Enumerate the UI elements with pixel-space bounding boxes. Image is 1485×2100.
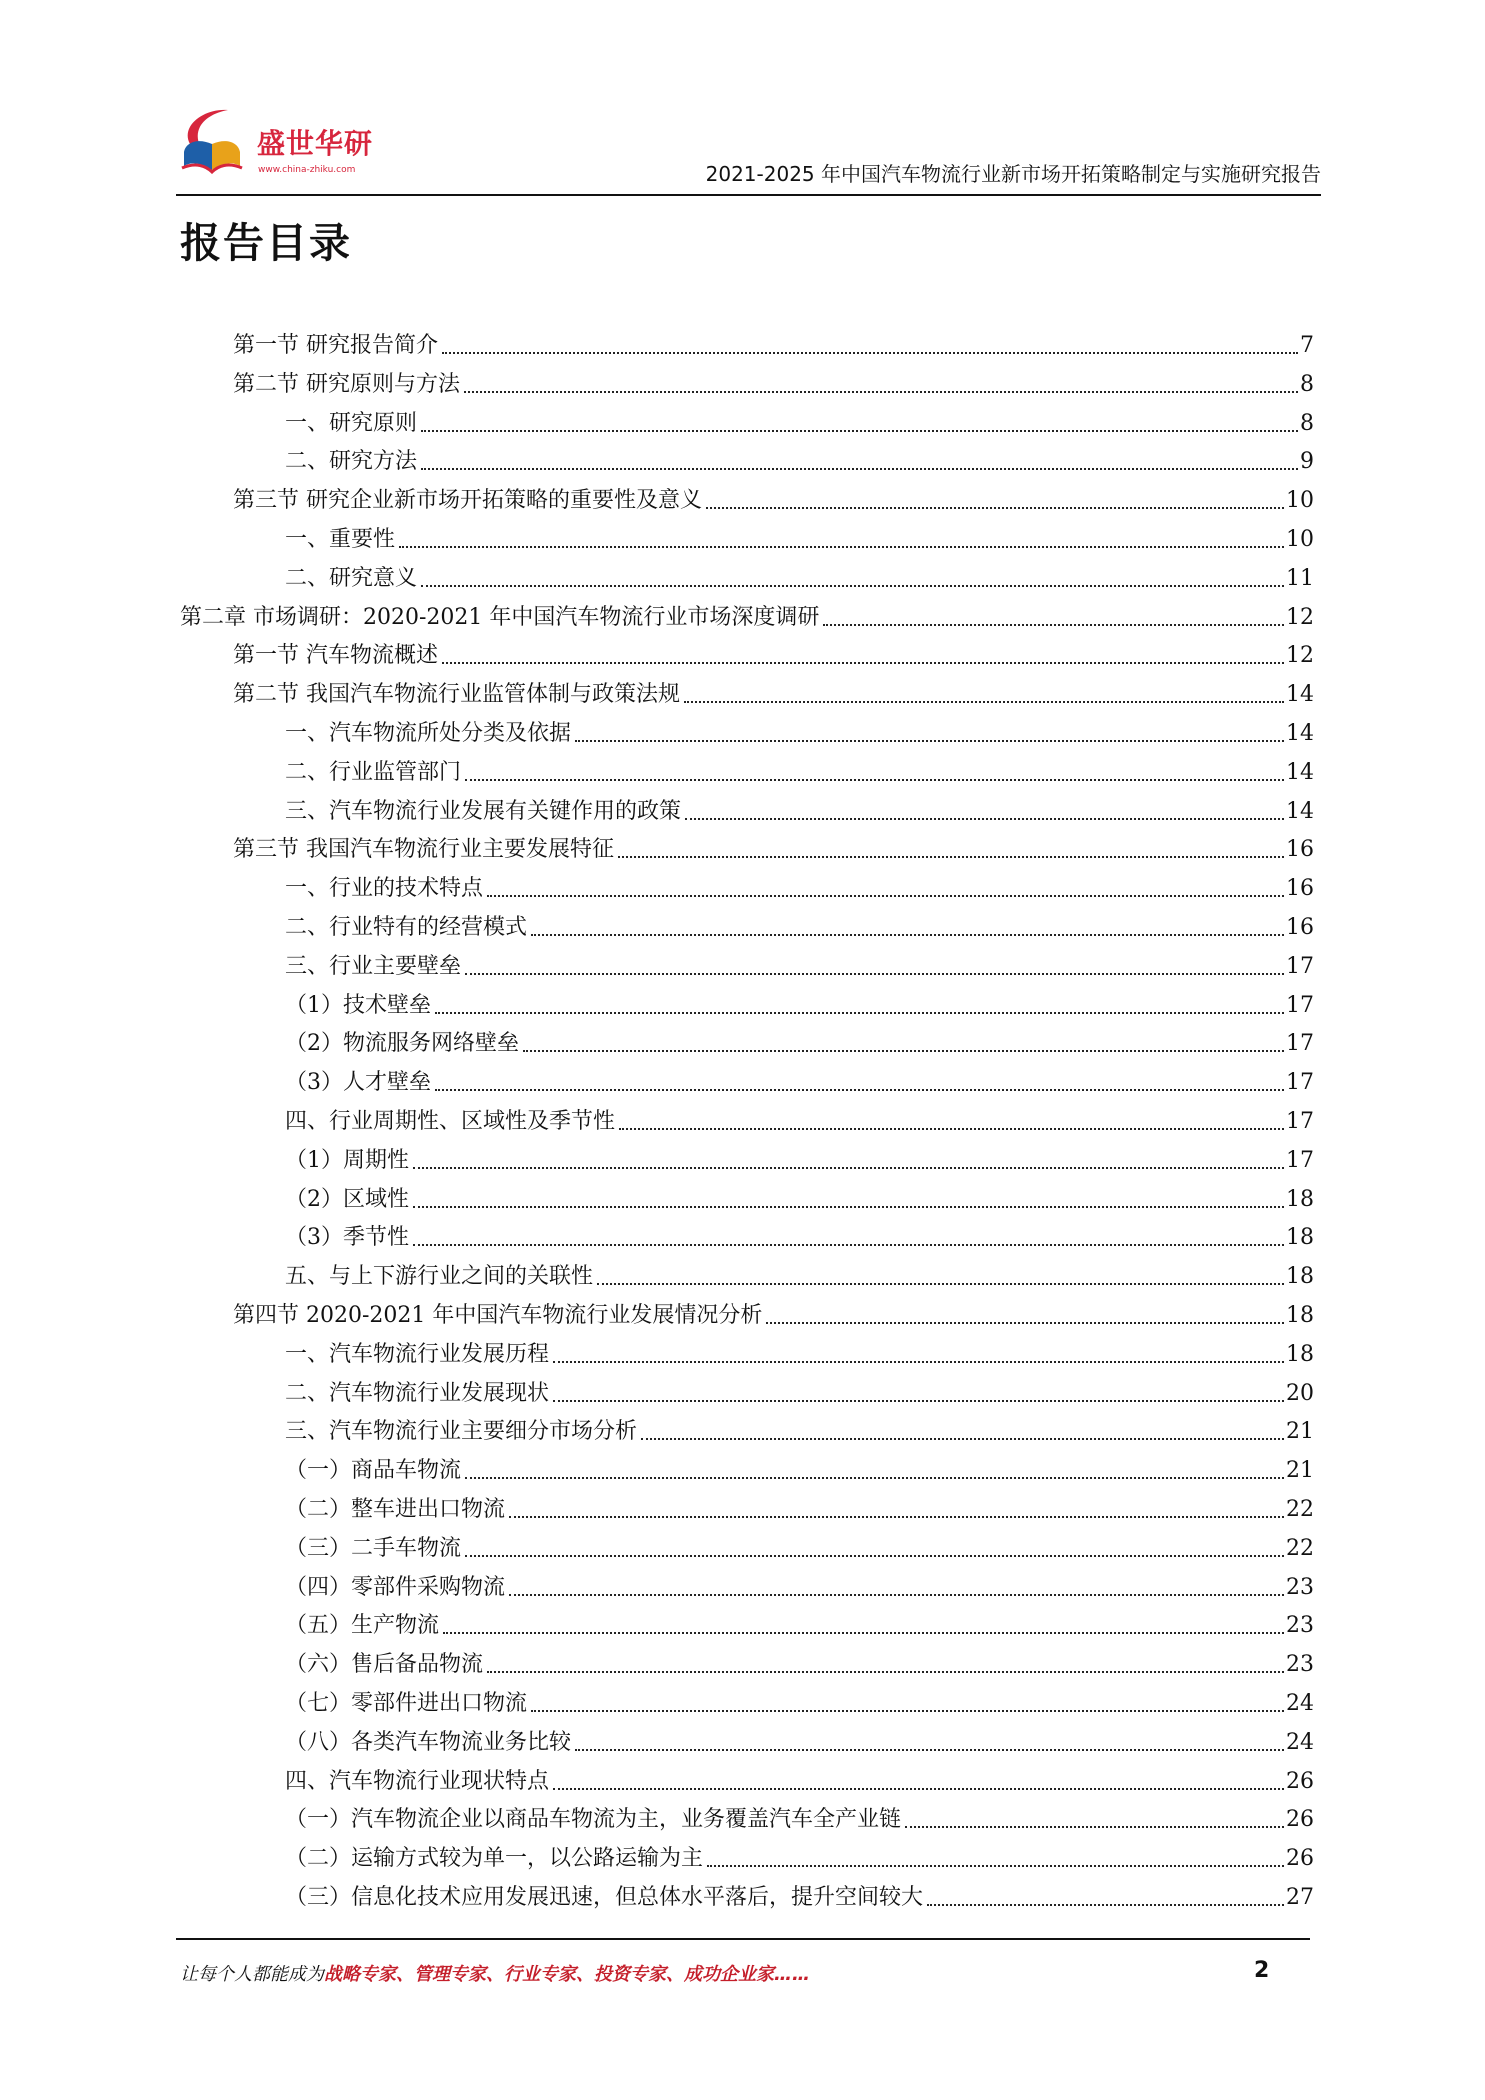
toc-leader-dots bbox=[707, 1864, 1284, 1867]
toc-entry-page: 26 bbox=[1286, 1807, 1314, 1833]
toc-entry-page: 17 bbox=[1286, 1031, 1314, 1057]
toc-entry-page: 8 bbox=[1300, 371, 1314, 397]
toc-entry-page: 22 bbox=[1286, 1535, 1314, 1561]
footer-divider bbox=[176, 1938, 1310, 1940]
toc-entry-title: 二、汽车物流行业发展现状 bbox=[285, 1380, 550, 1406]
toc-entry-page: 18 bbox=[1286, 1225, 1314, 1251]
toc-entry[interactable] bbox=[285, 1799, 1314, 1835]
toc-entry[interactable] bbox=[285, 1373, 1314, 1409]
toc-entry[interactable] bbox=[285, 1722, 1314, 1758]
toc-entry-title: 第二章 市场调研：2020-2021 年中国汽车物流行业市场深度调研 bbox=[180, 604, 820, 630]
toc-leader-dots bbox=[465, 1554, 1284, 1557]
brand-url: www.china-zhiku.com bbox=[258, 165, 356, 175]
toc-entry-page: 17 bbox=[1286, 1147, 1314, 1173]
toc-entry[interactable] bbox=[285, 1140, 1314, 1176]
toc-entry-title: （2）物流服务网络壁垒 bbox=[285, 1031, 519, 1057]
toc-entry[interactable] bbox=[285, 1217, 1314, 1253]
toc-entry-title: （四）零部件采购物流 bbox=[285, 1574, 506, 1600]
toc-leader-dots bbox=[442, 351, 1298, 354]
toc-entry[interactable] bbox=[285, 868, 1314, 904]
toc-leader-dots bbox=[553, 1360, 1284, 1363]
toc-entry[interactable] bbox=[233, 829, 1314, 865]
toc-entry-page: 22 bbox=[1286, 1497, 1314, 1522]
toc-leader-dots bbox=[487, 1670, 1284, 1673]
toc-entry[interactable] bbox=[285, 1528, 1314, 1564]
toc-leader-dots bbox=[435, 1088, 1284, 1091]
report-title: 2021-2025 年中国汽车物流行业新市场开拓策略制定与实施研究报告 bbox=[705, 162, 1321, 186]
toc-leader-dots bbox=[421, 429, 1298, 432]
toc-entry[interactable] bbox=[285, 1489, 1314, 1525]
toc-entry[interactable] bbox=[285, 441, 1314, 477]
toc-entry-title: 一、研究原则 bbox=[285, 410, 418, 436]
toc-entry[interactable] bbox=[285, 1062, 1314, 1098]
toc-leader-dots bbox=[465, 972, 1284, 975]
toc-leader-dots bbox=[531, 1709, 1284, 1712]
toc-entry-title: （二）整车进出口物流 bbox=[285, 1497, 506, 1522]
toc-entry-title: （2）区域性 bbox=[285, 1186, 409, 1212]
toc-entry-page: 12 bbox=[1286, 643, 1314, 669]
toc-entry-title: （3）季节性 bbox=[285, 1225, 409, 1251]
toc-entry-title: 二、研究意义 bbox=[285, 565, 418, 591]
toc-entry[interactable] bbox=[285, 713, 1314, 749]
toc-leader-dots bbox=[597, 1282, 1284, 1285]
toc-leader-dots bbox=[443, 1631, 1284, 1634]
toc-leader-dots bbox=[905, 1825, 1284, 1828]
toc-entry-page: 20 bbox=[1286, 1380, 1314, 1406]
toc-entry-page: 10 bbox=[1286, 488, 1314, 514]
toc-entry[interactable] bbox=[285, 1838, 1314, 1874]
footer-slogan-emphasis: 战略专家、管理专家、行业专家、投资专家、成功企业家…… bbox=[324, 1964, 810, 1985]
toc-leader-dots bbox=[823, 623, 1284, 626]
toc-leader-dots bbox=[421, 584, 1284, 587]
toc-leader-dots bbox=[553, 1787, 1284, 1790]
toc-entry[interactable] bbox=[285, 1256, 1314, 1292]
toc-entry[interactable] bbox=[285, 1411, 1314, 1447]
toc-entry-page: 23 bbox=[1286, 1574, 1314, 1600]
page-header bbox=[176, 104, 1321, 196]
toc-entry-page: 9 bbox=[1300, 449, 1314, 475]
toc-leader-dots bbox=[641, 1437, 1284, 1440]
toc-leader-dots bbox=[927, 1903, 1284, 1906]
toc-entry[interactable] bbox=[285, 1450, 1314, 1486]
toc-entry-page: 23 bbox=[1286, 1652, 1314, 1678]
toc-entry[interactable] bbox=[285, 1101, 1314, 1137]
toc-entry-title: 二、行业特有的经营模式 bbox=[285, 915, 528, 940]
toc-leader-dots bbox=[465, 1476, 1284, 1479]
toc-entry-page: 7 bbox=[1300, 333, 1314, 358]
toc-entry-title: 二、行业监管部门 bbox=[285, 759, 462, 785]
toc-entry[interactable] bbox=[285, 1605, 1314, 1641]
toc-entry-title: 第三节 研究企业新市场开拓策略的重要性及意义 bbox=[233, 488, 702, 514]
toc-entry[interactable] bbox=[285, 1644, 1314, 1680]
toc-entry-title: （七）零部件进出口物流 bbox=[285, 1691, 528, 1716]
toc-leader-dots bbox=[766, 1321, 1284, 1324]
toc-entry-page: 11 bbox=[1286, 565, 1314, 591]
book-swoosh-icon bbox=[176, 104, 256, 184]
toc-entry-title: （三）二手车物流 bbox=[285, 1535, 462, 1561]
toc-leader-dots bbox=[575, 739, 1284, 742]
toc-entry-page: 18 bbox=[1286, 1303, 1314, 1328]
toc-entry[interactable] bbox=[285, 985, 1314, 1021]
toc-entry-title: （1）技术壁垒 bbox=[285, 992, 431, 1018]
toc-leader-dots bbox=[509, 1515, 1284, 1518]
toc-entry[interactable] bbox=[285, 1761, 1314, 1797]
toc-entry[interactable] bbox=[285, 519, 1314, 555]
toc-entry-page: 17 bbox=[1286, 953, 1314, 979]
toc-leader-dots bbox=[684, 700, 1284, 703]
toc-entry[interactable] bbox=[285, 558, 1314, 594]
toc-leader-dots bbox=[553, 1399, 1284, 1402]
toc-entry-page: 14 bbox=[1286, 798, 1314, 824]
toc-entry[interactable] bbox=[233, 480, 1314, 516]
toc-entry-page: 12 bbox=[1286, 604, 1314, 630]
toc-entry-title: （3）人才壁垒 bbox=[285, 1070, 431, 1096]
footer-slogan bbox=[180, 1960, 810, 1986]
toc-leader-dots bbox=[399, 545, 1284, 548]
toc-entry-page: 10 bbox=[1286, 527, 1314, 552]
toc-entry[interactable] bbox=[285, 946, 1314, 982]
brand-logo bbox=[176, 104, 396, 190]
toc-entry[interactable] bbox=[285, 1023, 1314, 1059]
toc-entry[interactable] bbox=[233, 364, 1314, 400]
toc-entry-title: 第一节 研究报告简介 bbox=[233, 333, 438, 358]
toc-entry-title: 三、汽车物流行业发展有关键作用的政策 bbox=[285, 798, 682, 824]
toc-entry[interactable] bbox=[233, 325, 1314, 361]
toc-entry-page: 21 bbox=[1286, 1458, 1314, 1484]
toc-entry[interactable] bbox=[285, 1683, 1314, 1719]
toc-entry-page: 26 bbox=[1286, 1768, 1314, 1794]
toc-heading: 报告目录 bbox=[180, 219, 352, 267]
toc-entry[interactable] bbox=[285, 403, 1314, 439]
toc-leader-dots bbox=[421, 467, 1298, 470]
toc-entry[interactable] bbox=[233, 635, 1314, 671]
toc-entry-title: （五）生产物流 bbox=[285, 1613, 440, 1639]
toc-entry-page: 27 bbox=[1286, 1885, 1314, 1910]
toc-entry[interactable] bbox=[285, 1567, 1314, 1603]
toc-entry-page: 18 bbox=[1286, 1341, 1314, 1367]
toc-entry-title: 第四节 2020-2021 年中国汽车物流行业发展情况分析 bbox=[233, 1303, 763, 1328]
toc-entry-page: 14 bbox=[1286, 721, 1314, 746]
toc-entry-title: 第一节 汽车物流概述 bbox=[233, 643, 438, 669]
toc-entry[interactable] bbox=[233, 674, 1314, 710]
toc-entry-page: 17 bbox=[1286, 1070, 1314, 1096]
toc-entry-page: 16 bbox=[1286, 876, 1314, 902]
toc-entry[interactable] bbox=[285, 791, 1314, 827]
toc-entry-page: 24 bbox=[1286, 1691, 1314, 1716]
toc-leader-dots bbox=[413, 1166, 1284, 1169]
toc-leader-dots bbox=[442, 661, 1284, 664]
toc-entry[interactable] bbox=[285, 1877, 1314, 1913]
toc-entry-page: 16 bbox=[1286, 915, 1314, 940]
toc-entry-title: （一）汽车物流企业以商品车物流为主，业务覆盖汽车全产业链 bbox=[285, 1807, 902, 1833]
toc-entry-page: 17 bbox=[1286, 1109, 1314, 1134]
toc-entry-title: 四、行业周期性、区域性及季节性 bbox=[285, 1109, 616, 1134]
toc-entry-page: 18 bbox=[1286, 1186, 1314, 1212]
toc-leader-dots bbox=[618, 855, 1284, 858]
toc-entry-title: （六）售后备品物流 bbox=[285, 1652, 484, 1678]
page-number: 2 bbox=[1254, 1958, 1270, 1983]
toc-leader-dots bbox=[575, 1748, 1284, 1751]
toc-entry-title: 一、行业的技术特点 bbox=[285, 876, 484, 902]
toc-entry-title: 二、研究方法 bbox=[285, 449, 418, 475]
toc-leader-dots bbox=[435, 1011, 1284, 1014]
toc-entry-title: （八）各类汽车物流业务比较 bbox=[285, 1729, 572, 1755]
toc-entry-page: 21 bbox=[1286, 1419, 1314, 1445]
toc-leader-dots bbox=[523, 1049, 1284, 1052]
toc-entry[interactable] bbox=[233, 1295, 1314, 1331]
toc-entry-page: 8 bbox=[1300, 410, 1314, 436]
toc-entry[interactable] bbox=[285, 907, 1314, 943]
brand-name: 盛世华研 bbox=[257, 127, 374, 160]
toc-entry-title: （一）商品车物流 bbox=[285, 1458, 462, 1484]
toc-entry-page: 23 bbox=[1286, 1613, 1314, 1639]
toc-entry-page: 26 bbox=[1286, 1846, 1314, 1872]
toc-entry-title: 三、汽车物流行业主要细分市场分析 bbox=[285, 1419, 638, 1445]
toc-entry[interactable] bbox=[285, 1179, 1314, 1215]
toc-entry[interactable] bbox=[285, 1334, 1314, 1370]
toc-entry-title: 五、与上下游行业之间的关联性 bbox=[285, 1264, 594, 1290]
toc-entry-title: 第二节 研究原则与方法 bbox=[233, 371, 460, 397]
footer-slogan-prefix: 让每个人都能成为 bbox=[180, 1964, 324, 1985]
toc-entry-page: 14 bbox=[1286, 682, 1314, 708]
header-divider bbox=[176, 194, 1321, 196]
toc-leader-dots bbox=[619, 1127, 1284, 1130]
toc-entry[interactable] bbox=[285, 752, 1314, 788]
toc-entry-title: （三）信息化技术应用发展迅速，但总体水平落后，提升空间较大 bbox=[285, 1885, 924, 1910]
toc-entry[interactable] bbox=[180, 597, 1314, 633]
toc-entry-title: 一、重要性 bbox=[285, 527, 396, 552]
toc-entry-title: 第二节 我国汽车物流行业监管体制与政策法规 bbox=[233, 682, 680, 708]
toc-leader-dots bbox=[465, 778, 1284, 781]
toc-leader-dots bbox=[531, 933, 1284, 936]
toc-entry-title: （1）周期性 bbox=[285, 1147, 409, 1173]
toc-leader-dots bbox=[464, 390, 1298, 393]
toc-entry-page: 17 bbox=[1286, 992, 1314, 1018]
toc-entry-title: 三、行业主要壁垒 bbox=[285, 953, 462, 979]
toc-entry-page: 18 bbox=[1286, 1264, 1314, 1290]
toc-entry-page: 16 bbox=[1286, 837, 1314, 863]
toc-entry-title: 一、汽车物流所处分类及依据 bbox=[285, 721, 572, 746]
toc-entry-title: （二）运输方式较为单一，以公路运输为主 bbox=[285, 1846, 704, 1872]
toc-entry-title: 第三节 我国汽车物流行业主要发展特征 bbox=[233, 837, 614, 863]
toc-entry-title: 四、汽车物流行业现状特点 bbox=[285, 1768, 550, 1794]
toc-leader-dots bbox=[706, 506, 1284, 509]
toc-entry-page: 14 bbox=[1286, 759, 1314, 785]
toc-entry-page: 24 bbox=[1286, 1729, 1314, 1755]
toc-leader-dots bbox=[685, 817, 1284, 820]
toc-leader-dots bbox=[413, 1205, 1284, 1208]
toc-leader-dots bbox=[487, 894, 1284, 897]
toc-leader-dots bbox=[509, 1593, 1284, 1596]
toc-leader-dots bbox=[413, 1243, 1284, 1246]
toc-entry-title: 一、汽车物流行业发展历程 bbox=[285, 1341, 550, 1367]
